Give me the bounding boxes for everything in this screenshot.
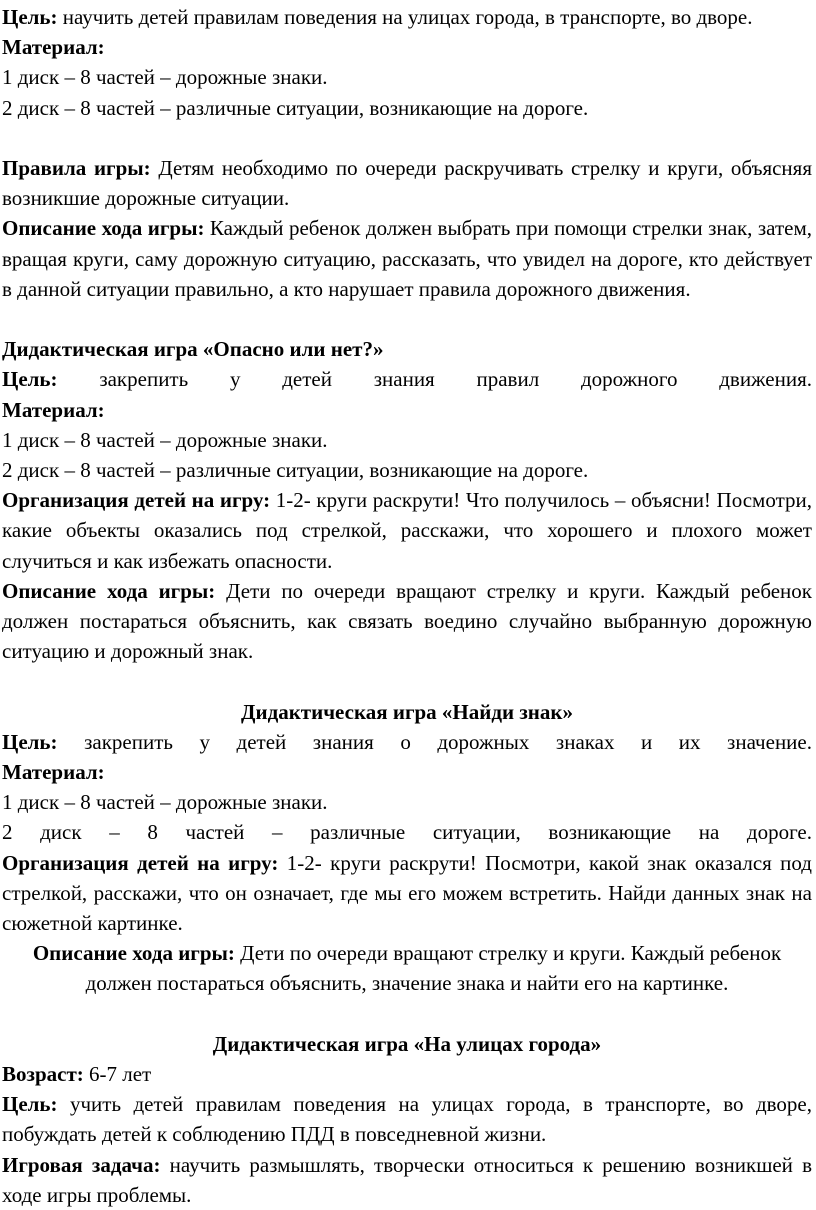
spacer bbox=[2, 304, 812, 334]
game3-goal bbox=[2, 727, 812, 757]
spacer bbox=[2, 123, 812, 153]
game3-disk2: 2 диск – 8 частей – различные ситуации, возникающие на дороге. bbox=[2, 820, 812, 845]
game4-title bbox=[2, 1029, 812, 1059]
game1-disk1: 1 диск – 8 частей – дорожные знаки. bbox=[2, 65, 328, 90]
goal-text: закрепить у детей знания правил дорожного движения. bbox=[57, 367, 812, 392]
goal-label: Цель: bbox=[2, 1092, 58, 1117]
game3-disk1: 1 диск – 8 частей – дорожные знаки. bbox=[2, 790, 328, 815]
spacer bbox=[2, 666, 812, 696]
goal-text: учить детей правилам поведения на улицах города, в транспорте, во дворе, побуждать детей к соблюдению ПДД в повседневной жизни. bbox=[2, 1092, 812, 1147]
description-label: Описание хода игры: bbox=[32, 941, 235, 966]
game3-description bbox=[2, 938, 812, 998]
game1-description bbox=[2, 213, 812, 304]
game2-material-heading bbox=[2, 395, 812, 425]
game4-task bbox=[2, 1150, 812, 1210]
game2-disk2: 2 диск – 8 частей – различные ситуации, возникающие на дороге. bbox=[2, 458, 589, 483]
goal-label: Цель: bbox=[2, 729, 58, 754]
goal-text: научить детей правилам поведения на улицах города, в транспорте, во дворе. bbox=[57, 5, 753, 29]
organization-text: 1-2- круги раскрути! Что получилось – объясни! Посмотри, какие объекты оказались под стрелкой, расскажи, что хорошего и плохого может случиться и как избежать опасности. bbox=[2, 488, 812, 573]
game3-organization bbox=[2, 848, 812, 939]
game2-goal bbox=[2, 364, 812, 394]
description-label: Описание хода игры: bbox=[2, 578, 216, 603]
game1-material-heading bbox=[2, 32, 812, 62]
task-text: научить размышлять, творчески относиться к решению возникшей в ходе игры проблемы. bbox=[2, 1152, 812, 1207]
rules-label: Правила игры: bbox=[2, 156, 151, 180]
game4-goal bbox=[2, 1089, 812, 1149]
rules-text: Детям необходимо по очереди раскручивать стрелку и круги, объясняя возникшие дорожные ситуации. bbox=[2, 156, 812, 211]
game3-material-heading bbox=[2, 757, 812, 787]
material-label: Материал: bbox=[2, 760, 105, 785]
game3-title bbox=[2, 697, 812, 727]
game2-disk1: 1 диск – 8 частей – дорожные знаки. bbox=[2, 427, 328, 452]
organization-text: 1-2- круги раскрути! Посмотри, какой знак оказался под стрелкой, расскажи, что он означает, где мы его можем встретить. Найди данных знак на сюжетной картинке. bbox=[2, 850, 812, 936]
description-text: Каждый ребенок должен выбрать при помощи стрелки знак, затем, вращая круги, саму дорожную ситуацию, рассказать, что увидел на дороге, кто действует в данной ситуации правильно, а кто нарушает правила дорожного движения. bbox=[2, 216, 812, 301]
material-label: Материал: bbox=[2, 397, 105, 422]
section-title: Дидактическая игра «На улицах города» bbox=[212, 1031, 602, 1056]
game1-disk2: 2 диск – 8 частей – различные ситуации, возникающие на дороге. bbox=[2, 95, 589, 120]
organization-label: Организация детей на игру: bbox=[2, 850, 279, 875]
spacer bbox=[2, 999, 812, 1029]
section-title: Дидактическая игра «Найди знак» bbox=[241, 699, 573, 724]
description-label: Описание хода игры: bbox=[2, 216, 205, 241]
goal-text: закрепить у детей знания о дорожных знаках и их значение. bbox=[57, 729, 812, 754]
material-label: Материал: bbox=[2, 35, 105, 60]
section-title: Дидактическая игра «Опасно или нет?» bbox=[2, 337, 384, 362]
age-text: 6-7 лет bbox=[83, 1062, 152, 1087]
game2-description bbox=[2, 576, 812, 667]
description-text: Дети по очереди вращают стрелку и круги. Каждый ребенок должен постараться объяснить, значение знака и найти его на картинке. bbox=[85, 941, 782, 996]
task-label: Игровая задача: bbox=[2, 1152, 161, 1177]
game2-organization bbox=[2, 485, 812, 576]
description-text: Дети по очереди вращают стрелку и круги. Каждый ребенок должен постараться объяснить, как связать воедино случайно выбранную дорожную ситуацию и дорожный знак. bbox=[2, 578, 812, 664]
game1-goal bbox=[2, 2, 812, 32]
goal-label: Цель: bbox=[2, 5, 58, 29]
goal-label: Цель: bbox=[2, 367, 58, 392]
game4-age bbox=[2, 1059, 812, 1089]
game1-rules bbox=[2, 153, 812, 213]
organization-label: Организация детей на игру: bbox=[2, 488, 271, 513]
age-label: Возраст: bbox=[2, 1062, 84, 1087]
game2-title bbox=[2, 334, 812, 364]
